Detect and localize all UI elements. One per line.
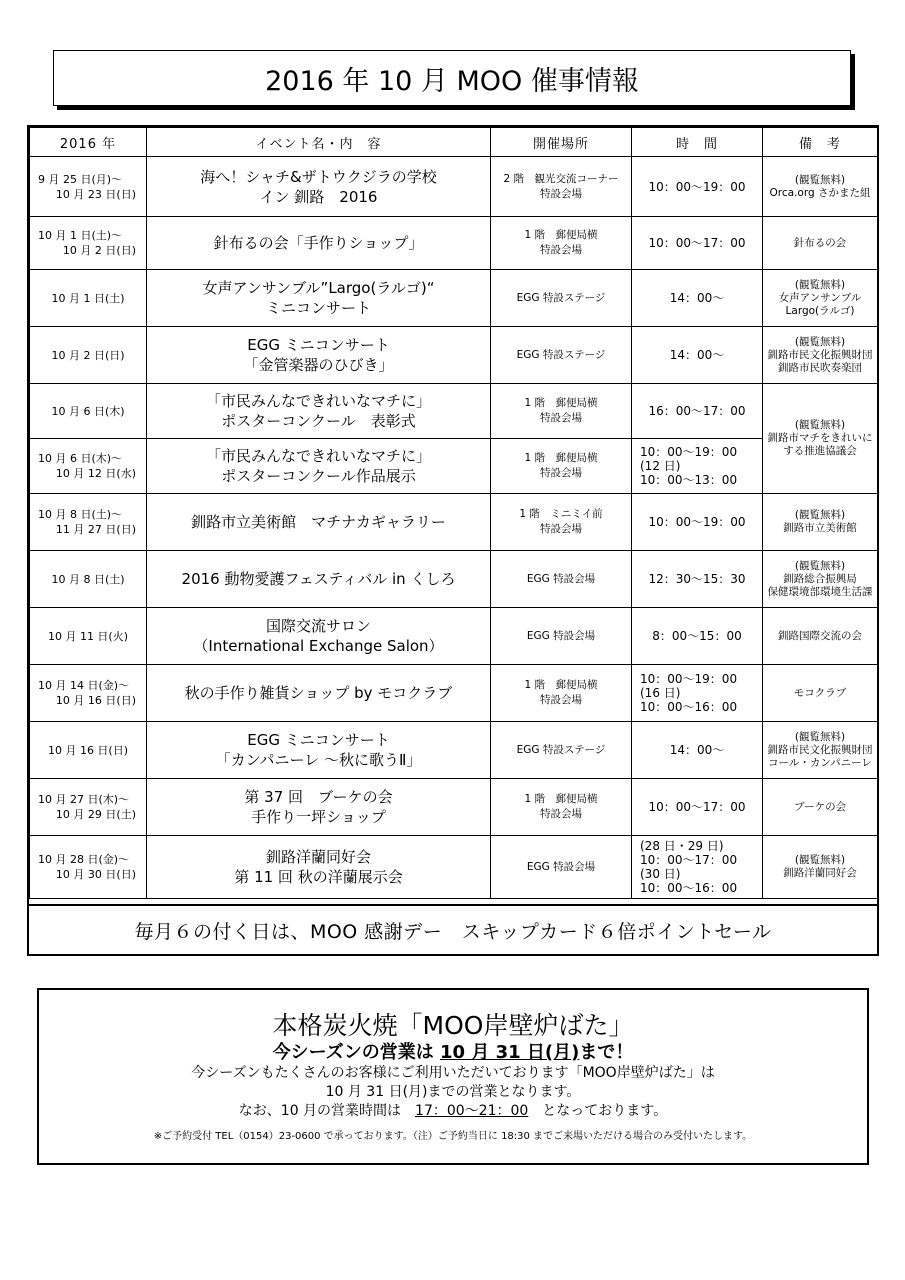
event-date: 10 月 8 日(土) bbox=[30, 551, 147, 608]
event-time: 10：00～19：00 bbox=[632, 157, 763, 217]
table-row bbox=[30, 327, 878, 384]
event-name: 秋の手作り雑貨ショップ by モコクラブ bbox=[147, 665, 491, 722]
table-row bbox=[30, 722, 878, 779]
table-row bbox=[30, 439, 878, 494]
event-date: 10 月 14 日(金)～ 10 月 16 日(日) bbox=[30, 665, 147, 722]
table-row bbox=[30, 384, 878, 439]
event-time: 14：00～ bbox=[632, 270, 763, 327]
event-note: 針布るの会 bbox=[763, 217, 878, 270]
event-time: 14：00～ bbox=[632, 327, 763, 384]
event-name: 第 37 回 ブーケの会 手作り一坪ショップ bbox=[147, 779, 491, 836]
event-name: EGG ミニコンサート 「金管楽器のひびき」 bbox=[147, 327, 491, 384]
promo-line-3: なお、10 月の営業時間は 17：00～21：00 となっております。 bbox=[238, 1103, 668, 1119]
header-note: 備 考 bbox=[763, 128, 878, 157]
event-place: 1 階 ミニミイ前 特設会場 bbox=[491, 494, 632, 551]
promo-line-2: 10 月 31 日(月)までの営業となります。 bbox=[325, 1084, 581, 1100]
event-place: 1 階 郵便局横 特設会場 bbox=[491, 217, 632, 270]
event-time: 10：00～17：00 bbox=[632, 217, 763, 270]
event-time: 10：00～19：00 bbox=[632, 494, 763, 551]
header-time: 時 間 bbox=[632, 128, 763, 157]
event-note: ブーケの会 bbox=[763, 779, 878, 836]
table-row bbox=[30, 608, 878, 665]
event-place: 1 階 郵便局横 特設会場 bbox=[491, 384, 632, 439]
event-place: 1 階 郵便局横 特設会場 bbox=[491, 665, 632, 722]
event-note: (観覧無料) 釧路市立美術館 bbox=[763, 494, 878, 551]
event-name: 海へ！シャチ&ザトウクジラの学校 イン 釧路 2016 bbox=[147, 157, 491, 217]
event-note: (観覧無料) 釧路市民文化振興財団 釧路市民吹奏楽団 bbox=[763, 327, 878, 384]
promo-box bbox=[37, 988, 869, 1165]
event-note: (観覧無料) 釧路市マチをきれいに する推進協議会 bbox=[763, 384, 878, 494]
table-header-row bbox=[30, 128, 878, 157]
event-time: 10：00～19：00 (16 日) 10：00～16：00 bbox=[632, 665, 763, 722]
event-date: 10 月 8 日(土)～ 11 月 27 日(日) bbox=[30, 494, 147, 551]
event-date: 10 月 6 日(木)～ 10 月 12 日(水) bbox=[30, 439, 147, 494]
event-name: 「市民みんなできれいなマチに」 ポスターコンクール 表彰式 bbox=[147, 384, 491, 439]
event-place: 1 階 郵便局横 特設会場 bbox=[491, 439, 632, 494]
event-time: 8：00～15：00 bbox=[632, 608, 763, 665]
event-place: 1 階 郵便局横 特設会場 bbox=[491, 779, 632, 836]
event-note: 釧路国際交流の会 bbox=[763, 608, 878, 665]
table-row bbox=[30, 836, 878, 899]
event-name: 国際交流サロン （International Exchange Salon） bbox=[147, 608, 491, 665]
event-date: 10 月 11 日(火) bbox=[30, 608, 147, 665]
footer-notice: 毎月６の付く日は、MOO 感謝デー スキップカード６倍ポイントセール bbox=[29, 904, 877, 954]
header-date: 2016 年 bbox=[30, 128, 147, 157]
event-note: (観覧無料) 釧路市民文化振興財団 コール・カンパニーレ bbox=[763, 722, 878, 779]
table-row bbox=[30, 217, 878, 270]
table-row bbox=[30, 665, 878, 722]
table-row bbox=[30, 157, 878, 217]
event-name: 針布るの会「手作りショップ」 bbox=[147, 217, 491, 270]
event-date: 9 月 25 日(月)～ 10 月 23 日(日) bbox=[30, 157, 147, 217]
event-time: 12：30～15：30 bbox=[632, 551, 763, 608]
event-date: 10 月 27 日(木)～ 10 月 29 日(土) bbox=[30, 779, 147, 836]
table-row bbox=[30, 779, 878, 836]
event-name: 女声アンサンブル”Largo(ラルゴ)“ ミニコンサート bbox=[147, 270, 491, 327]
event-date: 10 月 2 日(日) bbox=[30, 327, 147, 384]
event-place: EGG 特設ステージ bbox=[491, 327, 632, 384]
event-note: (観覧無料) 釧路総合振興局 保健環境部環境生活課 bbox=[763, 551, 878, 608]
event-place: EGG 特設会場 bbox=[491, 608, 632, 665]
event-name: 釧路市立美術館 マチナカギャラリー bbox=[147, 494, 491, 551]
header-event: イベント名・内 容 bbox=[147, 128, 491, 157]
event-date: 10 月 16 日(日) bbox=[30, 722, 147, 779]
page-title: 2016 年 10 月 MOO 催事情報 bbox=[53, 50, 851, 106]
event-date: 10 月 1 日(土) bbox=[30, 270, 147, 327]
event-time: 10：00～19：00 (12 日) 10：00～13：00 bbox=[632, 439, 763, 494]
event-place: EGG 特設会場 bbox=[491, 836, 632, 899]
promo-reservation-note: ※ご予約受付 TEL（0154）23-0600 で承っております。（注）ご予約当日に 18:30 までご来場いただける場合のみ受付いたします。 bbox=[153, 1131, 753, 1142]
promo-subtitle: 今シーズンの営業は 10 月 31 日(月)まで！ bbox=[272, 1042, 634, 1063]
header-place: 開催場所 bbox=[491, 128, 632, 157]
event-time: 10：00～17：00 bbox=[632, 779, 763, 836]
event-place: 2 階 観光交流コーナー 特設会場 bbox=[491, 157, 632, 217]
event-time: 16：00～17：00 bbox=[632, 384, 763, 439]
table-row bbox=[30, 494, 878, 551]
event-note: (観覧無料) 釧路洋蘭同好会 bbox=[763, 836, 878, 899]
event-name: 釧路洋蘭同好会 第 11 回 秋の洋蘭展示会 bbox=[147, 836, 491, 899]
promo-title: 本格炭火焼「MOO岸壁炉ばた」 bbox=[272, 1011, 634, 1040]
event-date: 10 月 1 日(土)～ 10 月 2 日(日) bbox=[30, 217, 147, 270]
event-time: (28 日・29 日) 10：00～17：00 (30 日) 10：00～16：00 bbox=[632, 836, 763, 899]
event-name: EGG ミニコンサート 「カンパニーレ ～秋に歌うⅡ」 bbox=[147, 722, 491, 779]
event-time: 14：00～ bbox=[632, 722, 763, 779]
event-note: モコクラブ bbox=[763, 665, 878, 722]
event-note: (観覧無料) Orca.org さかまた組 bbox=[763, 157, 878, 217]
promo-line-1: 今シーズンもたくさんのお客様にご利用いただいております「MOO岸壁炉ばた」は bbox=[191, 1065, 715, 1081]
event-place: EGG 特設会場 bbox=[491, 551, 632, 608]
table-row bbox=[30, 270, 878, 327]
events-table bbox=[27, 125, 879, 956]
event-name: 2016 動物愛護フェスティバル in くしろ bbox=[147, 551, 491, 608]
event-place: EGG 特設ステージ bbox=[491, 270, 632, 327]
event-note: (観覧無料) 女声アンサンブル Largo(ラルゴ) bbox=[763, 270, 878, 327]
event-date: 10 月 6 日(木) bbox=[30, 384, 147, 439]
event-date: 10 月 28 日(金)～ 10 月 30 日(日) bbox=[30, 836, 147, 899]
event-place: EGG 特設ステージ bbox=[491, 722, 632, 779]
table-row bbox=[30, 551, 878, 608]
event-name: 「市民みんなできれいなマチに」 ポスターコンクール作品展示 bbox=[147, 439, 491, 494]
